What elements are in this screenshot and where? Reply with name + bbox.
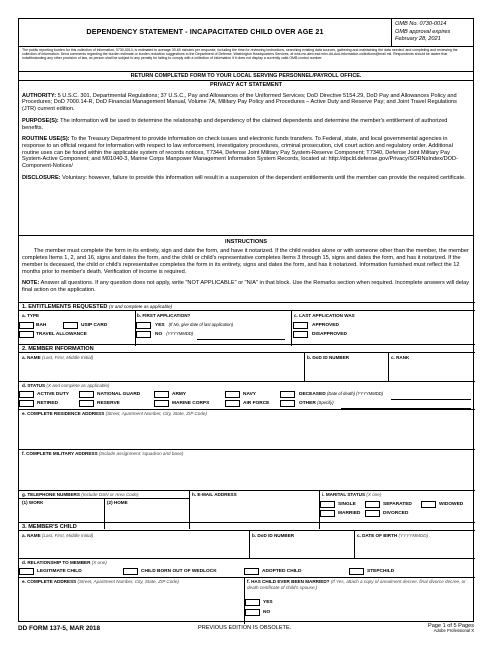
section-member-information (19, 344, 475, 528)
privacy-act-statement (19, 82, 473, 181)
air-force-label: AIR FORCE (243, 401, 270, 406)
stepchild-label: STEPCHILD (367, 569, 395, 574)
active-duty-label: ACTIVE DUTY (37, 392, 69, 397)
single-checkbox[interactable] (320, 501, 335, 508)
marine-corps-label: MARINE CORPS (172, 401, 210, 406)
purpose-paragraph: PURPOSE(S): The information will be used to determine the relationship and dependency of the claimed dependents and determine the member's entitlement of authorized benefits. (22, 117, 448, 131)
member-dod-id-label: b. DoD ID NUMBER (307, 355, 350, 360)
section-members-child (19, 522, 475, 623)
retired-label: RETIRED (37, 401, 59, 406)
widowed-label: WIDOWED (439, 502, 464, 507)
usip-checkbox[interactable] (63, 322, 78, 329)
child-married-no-checkbox[interactable] (245, 609, 260, 616)
return-instruction: RETURN COMPLETED FORM TO YOUR LOCAL SERVING PERSONNEL/PAYROLL OFFICE. (19, 72, 473, 81)
telephone-label: g. TELEPHONE NUMBERS (Include DSN or Area Code) (22, 492, 139, 497)
last-application-date-field[interactable] (197, 339, 285, 340)
work-phone-label: (1) WORK (22, 500, 44, 505)
relationship-label: d. RELATIONSHIP TO MEMBER (X one) (22, 560, 107, 565)
marine-corps-checkbox[interactable] (154, 400, 169, 407)
burden-statement: The public reporting burden for this collection of information, 0730-0014, is estimated to average 30-60 minutes per response, including the time for reviewing instructions, searching existing data sources, gathering and maintaining the data needed, and completing and reviewing the collection of information. Send comments regarding the burden estimate or burden reduction suggestions to the Department of Defense, Washington Headquarters Services, at whs.mc-alex.esd.mbx.dd-dod-information-collections@mail.mil. Respondents should be aware that notwithstanding any other provision of law, no person shall be subject to any penalty for failing to comply with a collection of information if it does not display a currently valid OMB control number. (19, 47, 473, 72)
usip-label: USIP CARD (81, 323, 108, 328)
date-of-death-field[interactable] (391, 399, 471, 400)
section-entitlements (19, 302, 475, 345)
disapproved-checkbox[interactable] (293, 331, 308, 338)
dd-form-137-5 (18, 18, 474, 622)
first-application-label: b. FIRST APPLICATION? (137, 313, 191, 318)
widowed-checkbox[interactable] (421, 501, 436, 508)
approved-label: APPROVED (312, 323, 339, 328)
privacy-heading: PRIVACY ACT STATEMENT (209, 82, 283, 88)
routine-use-paragraph: ROUTINE USE(S): To the Treasury Department to provide information on check issues and electronic funds transfers. To Federal, state, and local governmental agencies in response to an official request for information with respect to law enforcement, investigatory procedures, criminal prosecution, civil court action and regulatory order. Additional routine uses can be found within the applicable system of records notices, T7344, Defense Joint Military Pay System-Reserve Component; T7340, Defense Joint Military Pay System-Active Component; and M01040-3, Marine Corps Manpower Management Information System Records, located at: http://dpcld.defense.gov/Privacy/SORNsIndex/DOD-Component-Notices/ (22, 136, 458, 170)
first-app-yes-label: YES (If No, give date of last application) (155, 322, 234, 328)
married-label: MARRIED (338, 511, 361, 516)
adopted-child-checkbox[interactable] (244, 568, 259, 575)
legitimate-child-checkbox[interactable] (19, 568, 34, 575)
reserve-label: RESERVE (97, 401, 120, 406)
obsolete-notice: PREVIOUS EDITION IS OBSOLETE. (198, 625, 292, 631)
military-address-label: f. COMPLETE MILITARY ADDRESS (Include assignment: squadron and base) (22, 451, 184, 456)
bah-label: BAH (36, 323, 47, 328)
type-label: a. TYPE (22, 313, 40, 318)
first-app-no-checkbox[interactable] (136, 331, 151, 338)
retired-checkbox[interactable] (19, 400, 34, 407)
first-app-no-label: NO (YYYYMMDD) (155, 331, 194, 337)
section-1-heading: 1. ENTITLEMENTS REQUESTED (X and complete as applicable) (19, 303, 475, 311)
reserve-checkbox[interactable] (79, 400, 94, 407)
omb-block (391, 19, 473, 46)
deceased-checkbox[interactable] (280, 391, 295, 398)
member-name-label: a. NAME (Last, First, Middle Initial) (22, 355, 94, 360)
bah-checkbox[interactable] (19, 322, 34, 329)
marital-status-label: i. MARITAL STATUS (X one) (322, 492, 382, 497)
form-header (19, 19, 473, 47)
page-count: Page 1 of 5 Pages (427, 623, 474, 629)
disapproved-label: DISAPPROVED (312, 332, 347, 337)
child-dob-label: c. DATE OF BIRTH (YYYYMMDD) (357, 533, 429, 538)
instructions-note: NOTE: Answer all questions. If any question does not apply, write "NOT APPLICABLE" or "N/A" in that block. Use the Remarks section when required. Incomplete answers will delay final action on the application. (22, 279, 470, 293)
form-footer (18, 623, 474, 637)
adobe-version: Adobe Professional X (433, 628, 474, 634)
member-rank-label: c. RANK (391, 355, 410, 360)
disclosure-paragraph: DISCLOSURE: Voluntary: however, failure to provide this information will result in a suspension of the dependent entitlements until the member can provide the required certificate. (22, 174, 466, 181)
instructions-body: The member must complete the form in its entirety, sign and date the form, and have it notarized. If the child resides alone or with someone other than the member, the member completes Items 1, 2, and 16, signs and dates the form, and the child or child's representative completes Items 3 through 15, signs and dates the form, and has it notarized. If the member is deceased, the child or child's representative completes the form in its entirety, signs and dates the form, and has it notarized. Information furnished must reflect the 12 months prior to member's death. Verification of income is required. (22, 247, 469, 275)
air-force-checkbox[interactable] (225, 400, 240, 407)
child-dod-id-label: b. DoD ID NUMBER (252, 533, 295, 538)
child-married-yes-label: YES (263, 600, 273, 605)
first-app-yes-checkbox[interactable] (136, 322, 151, 329)
omb-date: February 28, 2021 (395, 36, 441, 43)
page-indicator (428, 623, 474, 634)
form-title: DEPENDENCY STATEMENT - INCAPACITATED CHILD OVER AGE 21 (86, 27, 324, 37)
single-label: SINGLE (338, 502, 356, 507)
travel-checkbox[interactable] (19, 331, 34, 338)
other-label: OTHER (Specify) (299, 400, 334, 406)
section-3-heading: 3. MEMBER'S CHILD (19, 523, 475, 531)
divorced-label: DIVORCED (383, 511, 409, 516)
instructions-heading: INSTRUCTIONS (225, 239, 267, 245)
army-label: ARMY (172, 392, 187, 397)
authority-paragraph: AUTHORITY: 5 U.S.C. 301, Departmental Regulations; 37 U.S.C., Pay and Allowances of the Uniformed Services; DoD Directive 5154.29, DoD Pay and Allowances Policy and Procedures; DoD 7000.14-R, DoD Financial Management Manual, Volume 7A, Military Pay Policy and Procedures – Active Duty and Reserve Pay; and Joint Travel Regulations (JTR) current edition. (22, 92, 457, 113)
out-of-wedlock-label: CHILD BORN OUT OF WEDLOCK (141, 569, 217, 574)
other-checkbox[interactable] (280, 400, 295, 407)
national-guard-label: NATIONAL GUARD (97, 392, 141, 397)
child-married-no-label: NO (263, 610, 271, 615)
adopted-child-label: ADOPTED CHILD (262, 569, 302, 574)
residence-address-label: e. COMPLETE RESIDENCE ADDRESS (Street, Apartment Number, City, State, ZIP Code) (22, 411, 208, 416)
national-guard-checkbox[interactable] (79, 391, 94, 398)
child-address-label: e. COMPLETE ADDRESS (Street, Apartment Number, City, State, ZIP Code) (22, 579, 179, 584)
child-married-label: f. HAS CHILD EVER BEEN MARRIED? (If Yes, attach a copy of annulment decree, final divorce decree, or death certificate of child's spouse.) (247, 579, 466, 591)
divorced-checkbox[interactable] (365, 510, 380, 517)
married-checkbox[interactable] (320, 510, 335, 517)
last-application-label: c. LAST APPLICATION WAS (294, 313, 355, 318)
stepchild-checkbox[interactable] (349, 568, 364, 575)
child-name-label: a. NAME (Last, First, Middle Initial) (22, 533, 94, 538)
omb-number: OMB No. 0730-0014 (395, 21, 447, 27)
army-checkbox[interactable] (154, 391, 169, 398)
omb-approval: OMB approval expires (395, 28, 451, 35)
navy-label: NAVY (243, 392, 256, 397)
legitimate-child-label: LEGITIMATE CHILD (37, 569, 82, 574)
deceased-label: DECEASED (Date of death) (YYYYMMDD) (299, 391, 384, 397)
form-number: DD FORM 137-5, MAR 2018 (18, 625, 101, 632)
travel-label: TRAVEL ALLOWANCE (36, 332, 87, 337)
status-label: d. STATUS (X and complete as applicable) (22, 383, 110, 388)
separated-label: SEPARATED (383, 502, 412, 507)
section-2-heading: 2. MEMBER INFORMATION (19, 345, 475, 353)
approved-checkbox[interactable] (293, 322, 308, 329)
child-married-yes-checkbox[interactable] (245, 599, 260, 606)
email-label: h. E-MAIL ADDRESS (192, 492, 237, 497)
instructions (19, 235, 473, 298)
separated-checkbox[interactable] (365, 501, 380, 508)
navy-checkbox[interactable] (225, 391, 240, 398)
out-of-wedlock-checkbox[interactable] (123, 568, 138, 575)
home-phone-label: (2) HOME (107, 500, 128, 505)
active-duty-checkbox[interactable] (19, 391, 34, 398)
